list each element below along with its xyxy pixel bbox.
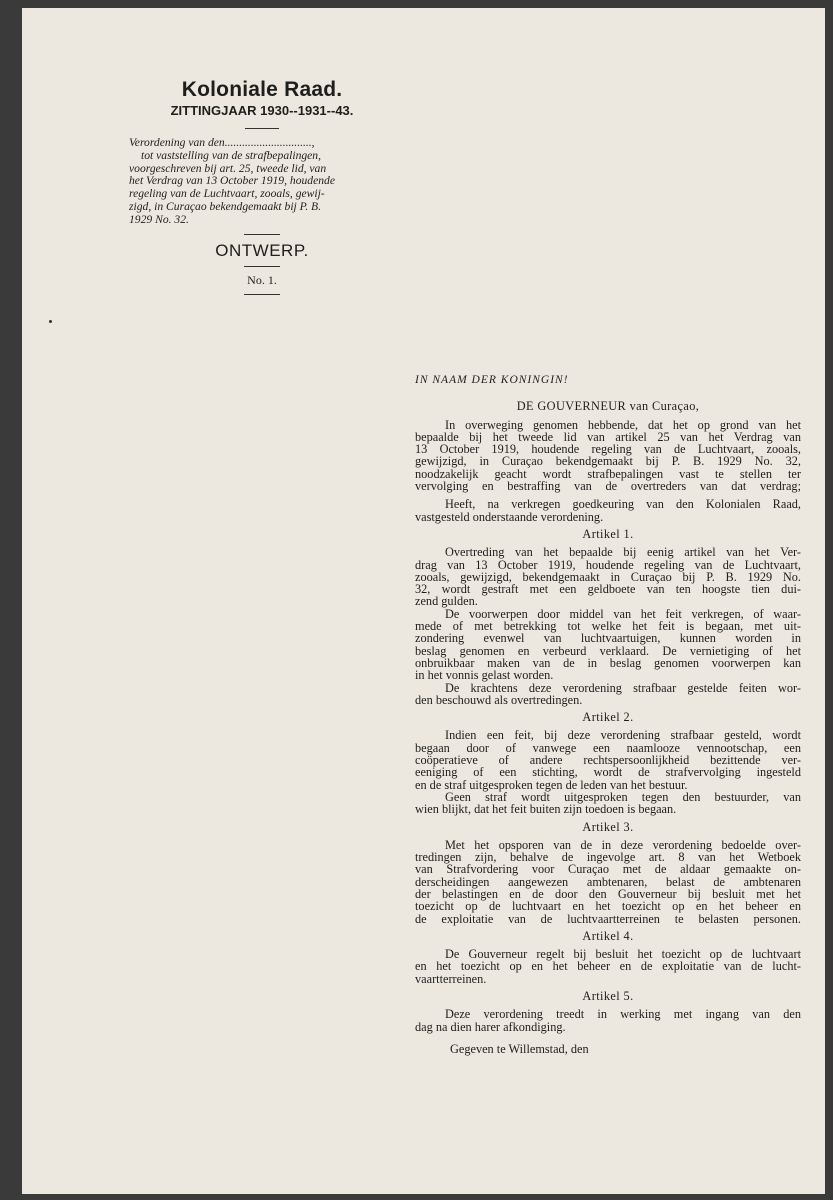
- draft-number: No. 1.: [247, 272, 277, 287]
- text-line: 32, wordt gestraft met een geldboete van ten hoogste tien dui-: [415, 582, 801, 597]
- text-line: Deze verordening treedt in werking met ingang van den: [445, 1007, 801, 1022]
- text-line: Indien een feit, bij deze verordening strafbaar gesteld, wordt: [445, 728, 801, 743]
- text-line: De voorwerpen door middel van het feit verkregen, of waar-: [445, 606, 801, 621]
- signoff-line: Gegeven te Willemstad, den: [450, 1041, 589, 1056]
- text-line: wien blijkt, dat het feit buiten zijn toedoen is begaan.: [415, 802, 677, 817]
- text-line: bepaalde bij het tweede lid van artikel 25 van het Verdrag van: [415, 429, 801, 444]
- divider: [244, 234, 280, 235]
- subject-line: zigd, in Curaçao bekendgemaakt bij P. B.: [129, 199, 322, 213]
- article-4-paragraph-1: [415, 948, 801, 985]
- text-line: De Gouverneur regelt bij besluit het toezicht op de luchtvaart: [445, 947, 801, 962]
- text-line: Overtreding van het bepaalde bij eenig artikel van het Ver-: [445, 545, 801, 560]
- divider: [245, 128, 279, 129]
- text-line: drag van 13 October 1919, houdende regeling van de Luchtvaart,: [415, 557, 801, 572]
- text-line: eeniging of een stichting, wordt de strafvervolging ingesteld: [415, 765, 801, 780]
- considering-paragraph: [415, 419, 801, 493]
- text-line: de exploitatie van de luchtvaartterreinen te belasten personen.: [415, 911, 801, 926]
- text-line: der belastingen en de door den Gouverneur bij besluit met het: [415, 886, 801, 901]
- subject-line: Verordening van den..............................,: [129, 136, 315, 149]
- article-2-paragraph-2: [415, 791, 801, 816]
- text-line: In overweging genomen hebbende, dat het op grond van het: [445, 417, 801, 432]
- article-5-paragraph-1: [415, 1008, 801, 1033]
- article-2-paragraph-1: [415, 729, 801, 790]
- text-line: onbruikbaar maken van de in beslag genomen voorwerpen kan: [415, 655, 801, 670]
- article-1-paragraph-1: [415, 546, 801, 607]
- council-title: Koloniale Raad.: [181, 78, 343, 101]
- enacted-paragraph: [415, 498, 801, 523]
- text-line: zondering evenwel van luchtvaartuigen, kunnen worden in: [415, 631, 801, 646]
- text-line: Heeft, na verkregen goedkeuring van den Kolonialen Raad,: [445, 497, 801, 512]
- article-3-paragraph-1: [415, 839, 801, 925]
- text-line: Met het opsporen van de in deze verordening bedoelde over-: [445, 837, 801, 852]
- text-line: tredingen zijn, behalve de ingevolge art. 8 van het Wetboek: [415, 850, 801, 865]
- text-line: zend gulden.: [415, 594, 478, 609]
- text-line: dag na dien harer afkondiging.: [415, 1019, 566, 1034]
- subject-line: tot vaststelling van de strafbepalingen,: [141, 148, 322, 162]
- governor-heading: DE GOUVERNEUR van Curaçao,: [516, 399, 700, 414]
- article-2-heading: Artikel 2.: [582, 710, 634, 725]
- ordinance-subject: [127, 137, 397, 227]
- ink-speck: [49, 320, 52, 323]
- text-line: beslag genomen en verbeurd verklaard. De vernietiging of het: [415, 643, 801, 658]
- text-line: en de straf uitgesproken tegen de leden van het bestuur.: [415, 777, 688, 792]
- session-year: ZITTINGJAAR 1930--1931--43.: [170, 103, 354, 118]
- text-line: toezicht op de luchtvaart en het toezicht op en het beheer en: [415, 899, 801, 914]
- subject-line: voorgeschreven bij art. 25, tweede lid, van: [129, 161, 327, 175]
- text-line: 13 October 1919, houdende regeling van de Luchtvaart, zooals,: [415, 442, 801, 457]
- text-line: begaan door of vanwege een naamlooze vennootschap, een: [415, 740, 801, 755]
- article-1-heading: Artikel 1.: [582, 526, 634, 541]
- subject-line: het Verdrag van 13 October 1919, houdende: [129, 174, 335, 188]
- text-line: vervolging en bestraffing van de overtreders van dat verdrag;: [415, 479, 801, 494]
- article-5-heading: Artikel 5.: [582, 989, 634, 1004]
- subject-line: 1929 No. 32.: [129, 212, 189, 226]
- text-line: in het vonnis gelast worden.: [415, 668, 554, 683]
- article-1-paragraph-3: [415, 682, 801, 707]
- draft-label: ONTWERP.: [215, 240, 309, 260]
- text-line: den beschouwd als overtredingen.: [415, 692, 583, 707]
- text-line: vaartterreinen.: [415, 971, 487, 986]
- ordinance-body: [415, 368, 801, 1055]
- preamble: IN NAAM DER KONINGIN!: [415, 374, 569, 386]
- article-4-heading: Artikel 4.: [582, 928, 634, 943]
- text-line: en het toezicht op en het beheer en de exploitatie van de lucht-: [415, 959, 801, 974]
- text-line: vastgesteld onderstaande verordening.: [415, 509, 604, 524]
- text-line: zooals, gewijzigd, bekendgemaakt in Curaçao bij P. B. 1929 No.: [415, 569, 801, 584]
- text-line: gewijzigd, in Curaçao bekendgemaakt bij P. B. 1929 No. 32,: [415, 454, 801, 469]
- text-line: Geen straf wordt uitgesproken tegen den bestuurder, van: [445, 789, 801, 804]
- divider: [244, 294, 280, 295]
- document-header: [127, 78, 397, 295]
- article-1-paragraph-2: [415, 608, 801, 682]
- subject-line: regeling van de Luchtvaart, zooals, gewij-: [129, 187, 325, 201]
- text-line: De krachtens deze verordening strafbaar gestelde feiten wor-: [445, 680, 801, 695]
- article-3-heading: Artikel 3.: [582, 819, 634, 834]
- text-line: derscheidingen aangewezen ambtenaren, belast de ambtenaren: [415, 874, 801, 889]
- text-line: mede of met betrekking tot welke het feit is begaan, met uit-: [415, 619, 801, 634]
- divider: [244, 266, 280, 267]
- text-line: noodzakelijk geacht wordt strafbepalingen vast te stellen ter: [415, 466, 801, 481]
- text-line: van Strafvordering voor Curaçao met de aldaar gemaakte on-: [415, 862, 801, 877]
- text-line: coöperatieve of andere rechtspersoonlijkheid bezittende ver-: [415, 753, 801, 768]
- document-page: [22, 8, 825, 1194]
